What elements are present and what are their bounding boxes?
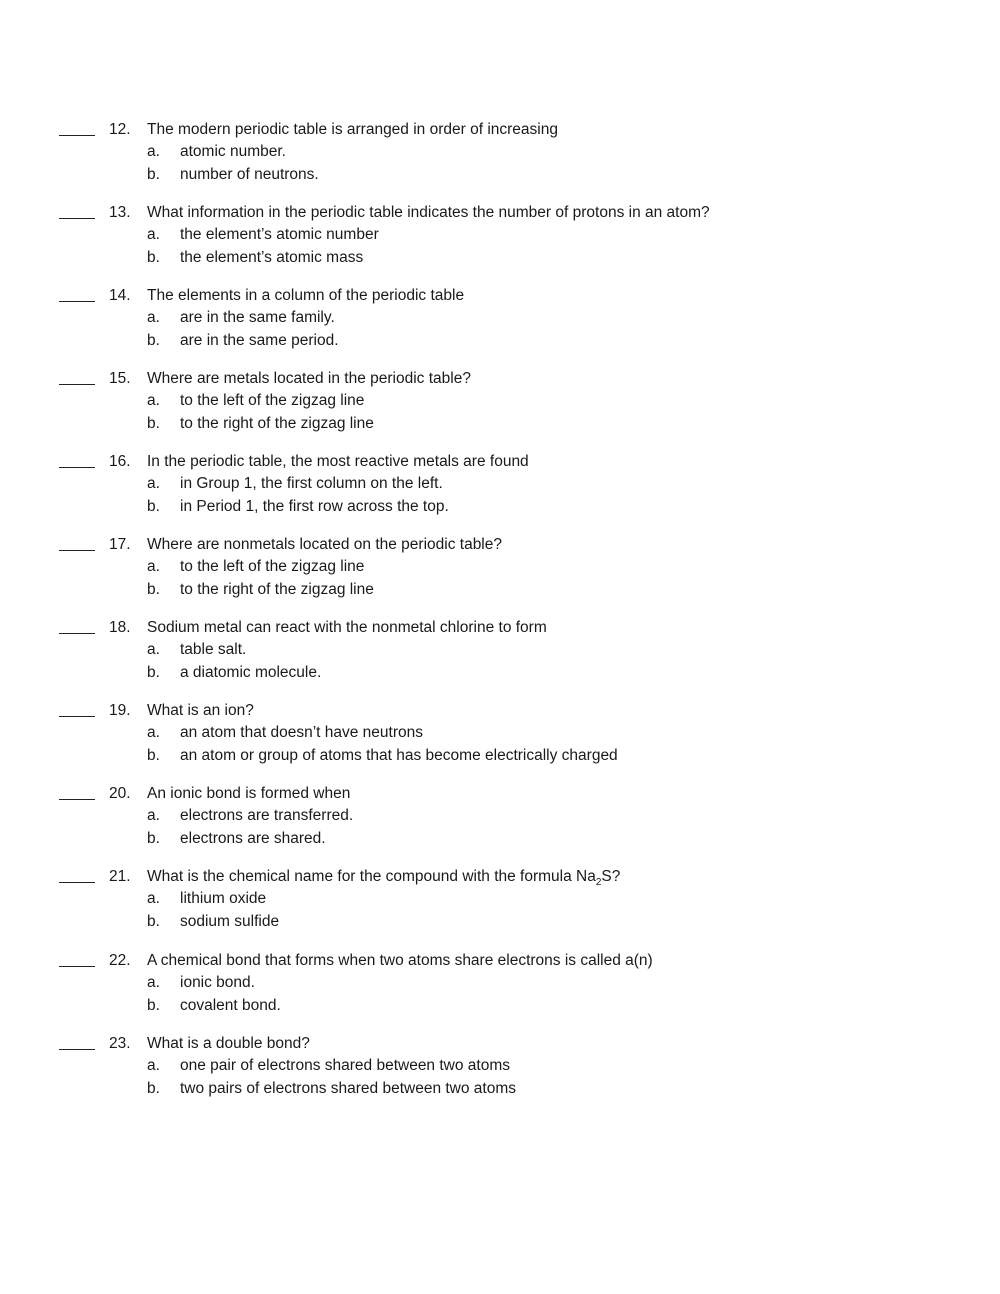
option-a-text: table salt. xyxy=(180,641,247,658)
question-number: 18. xyxy=(109,619,131,636)
option-b-letter: b. xyxy=(147,1080,160,1097)
answer-blank[interactable] xyxy=(59,135,95,136)
option-b-text: are in the same period. xyxy=(180,332,339,349)
question-12 xyxy=(0,120,1000,192)
option-b-letter: b. xyxy=(147,415,160,432)
option-a-text: an atom that doesn’t have neutrons xyxy=(180,724,423,741)
option-a-text: are in the same family. xyxy=(180,309,335,326)
question-number: 15. xyxy=(109,370,131,387)
question-number: 17. xyxy=(109,536,131,553)
option-a-text: in Group 1, the first column on the left. xyxy=(180,475,443,492)
question-stem: Where are nonmetals located on the periodic table? xyxy=(147,536,502,553)
question-13 xyxy=(0,203,1000,275)
question-18 xyxy=(0,618,1000,690)
question-23 xyxy=(0,1034,1000,1106)
option-b-text: number of neutrons. xyxy=(180,166,319,183)
question-stem: What is a double bond? xyxy=(147,1035,310,1052)
question-number: 23. xyxy=(109,1035,131,1052)
option-a-text: atomic number. xyxy=(180,143,286,160)
option-b-letter: b. xyxy=(147,913,160,930)
question-stem: The modern periodic table is arranged in order of increasing xyxy=(147,121,558,138)
option-a-text: to the left of the zigzag line xyxy=(180,392,365,409)
question-number: 14. xyxy=(109,287,131,304)
question-15 xyxy=(0,369,1000,441)
option-b-text: to the right of the zigzag line xyxy=(180,415,374,432)
option-b-text: the element’s atomic mass xyxy=(180,249,364,266)
option-a-letter: a. xyxy=(147,724,160,741)
option-b-letter: b. xyxy=(147,498,160,515)
question-16 xyxy=(0,452,1000,524)
answer-blank[interactable] xyxy=(59,1049,95,1050)
question-number: 21. xyxy=(109,868,131,885)
option-b-letter: b. xyxy=(147,249,160,266)
question-stem xyxy=(147,867,620,887)
option-b-text: a diatomic molecule. xyxy=(180,664,322,681)
option-b-letter: b. xyxy=(147,581,160,598)
option-a-letter: a. xyxy=(147,641,160,658)
question-22 xyxy=(0,951,1000,1023)
answer-blank[interactable] xyxy=(59,550,95,551)
option-a-text: one pair of electrons shared between two atoms xyxy=(180,1057,510,1074)
question-number: 19. xyxy=(109,702,131,719)
option-b-text: covalent bond. xyxy=(180,997,281,1014)
option-b-text: electrons are shared. xyxy=(180,830,326,847)
option-a-letter: a. xyxy=(147,807,160,824)
option-a-letter: a. xyxy=(147,143,160,160)
option-b-text: an atom or group of atoms that has become electrically charged xyxy=(180,747,618,764)
option-b-text: in Period 1, the first row across the top. xyxy=(180,498,449,515)
option-b-letter: b. xyxy=(147,664,160,681)
question-number: 20. xyxy=(109,785,131,802)
option-b-letter: b. xyxy=(147,332,160,349)
formula-subscript: 2 xyxy=(595,877,602,889)
stem-text-after: S? xyxy=(601,868,621,885)
answer-blank[interactable] xyxy=(59,633,95,634)
question-19 xyxy=(0,701,1000,773)
option-a-text: lithium oxide xyxy=(180,890,267,907)
question-number: 16. xyxy=(109,453,131,470)
option-a-letter: a. xyxy=(147,392,160,409)
option-a-letter: a. xyxy=(147,1057,160,1074)
option-a-letter: a. xyxy=(147,309,160,326)
question-stem: Where are metals located in the periodic table? xyxy=(147,370,471,387)
answer-blank[interactable] xyxy=(59,301,95,302)
option-a-text: electrons are transferred. xyxy=(180,807,354,824)
question-number: 22. xyxy=(109,952,131,969)
question-14 xyxy=(0,286,1000,358)
option-b-letter: b. xyxy=(147,166,160,183)
option-a-letter: a. xyxy=(147,974,160,991)
option-b-letter: b. xyxy=(147,747,160,764)
question-stem: In the periodic table, the most reactive metals are found xyxy=(147,453,529,470)
option-a-text: the element’s atomic number xyxy=(180,226,379,243)
question-stem: Sodium metal can react with the nonmetal chlorine to form xyxy=(147,619,547,636)
option-a-letter: a. xyxy=(147,890,160,907)
answer-blank[interactable] xyxy=(59,218,95,219)
option-b-text: sodium sulfide xyxy=(180,913,280,930)
option-b-letter: b. xyxy=(147,997,160,1014)
option-b-letter: b. xyxy=(147,830,160,847)
question-stem: An ionic bond is formed when xyxy=(147,785,351,802)
option-a-text: to the left of the zigzag line xyxy=(180,558,365,575)
option-a-letter: a. xyxy=(147,226,160,243)
option-b-text: to the right of the zigzag line xyxy=(180,581,374,598)
question-21 xyxy=(0,867,1000,939)
question-stem: What information in the periodic table indicates the number of protons in an atom? xyxy=(147,204,710,221)
question-20 xyxy=(0,784,1000,856)
answer-blank[interactable] xyxy=(59,716,95,717)
option-a-letter: a. xyxy=(147,558,160,575)
question-stem: A chemical bond that forms when two atoms share electrons is called a(n) xyxy=(147,952,653,969)
question-number: 12. xyxy=(109,121,131,138)
question-stem: What is an ion? xyxy=(147,702,254,719)
stem-text-before: What is the chemical name for the compound with the formula Na xyxy=(147,868,596,885)
question-number: 13. xyxy=(109,204,131,221)
option-a-text: ionic bond. xyxy=(180,974,255,991)
question-17 xyxy=(0,535,1000,607)
answer-blank[interactable] xyxy=(59,467,95,468)
question-stem: The elements in a column of the periodic table xyxy=(147,287,465,304)
option-a-letter: a. xyxy=(147,475,160,492)
answer-blank[interactable] xyxy=(59,384,95,385)
answer-blank[interactable] xyxy=(59,799,95,800)
answer-blank[interactable] xyxy=(59,882,95,883)
option-b-text: two pairs of electrons shared between two atoms xyxy=(180,1080,517,1097)
answer-blank[interactable] xyxy=(59,966,95,967)
